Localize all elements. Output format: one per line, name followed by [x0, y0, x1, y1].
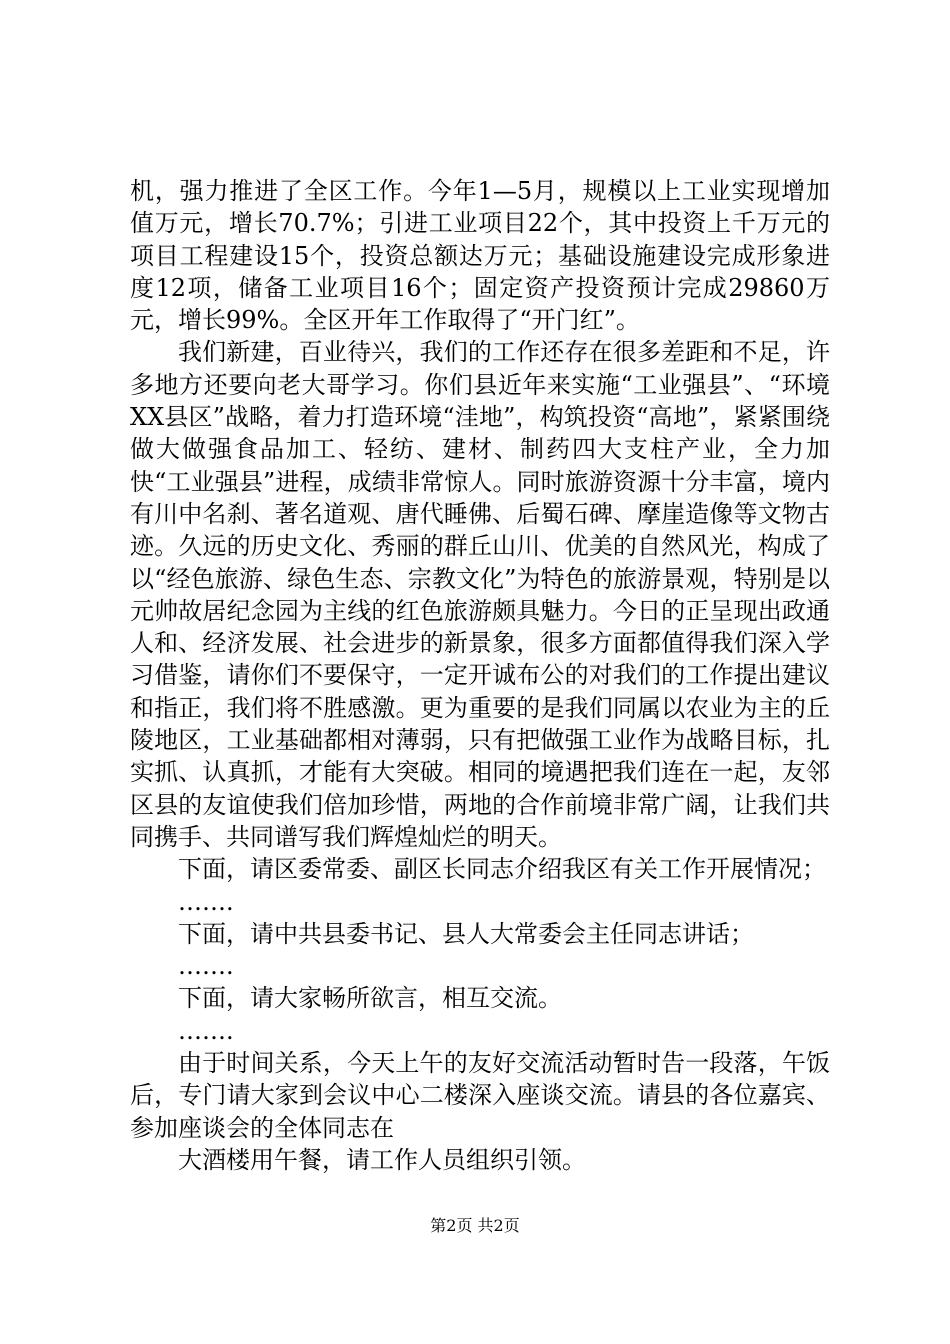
page-footer [0, 1216, 950, 1236]
paragraph-open-discussion: 下面，请大家畅所欲言，相互交流。 [178, 984, 562, 1013]
page-number-label: 第2页 共2页 [430, 1216, 520, 1235]
paragraph-lunch-arrangement: 大酒楼用午餐，请工作人员组织引领。 [178, 1145, 586, 1174]
paragraph-industry-results: 机，强力推进了全区工作。今年1—5月，规模以上工业实现增加值万元，增长70.7%；引进工业项目22个，其中投资上千万元的项目工程建设15个，投资总额达万元；基础设施建设完成形象进度12项，储备工业项目16个；固定资产投资预计完成29860万元，增长99%。全区开年工作取得了“开门红”。 [130, 177, 830, 335]
paragraph-introduction-secretary: 下面，请中共县委书记、县人大常委会主任同志讲话； [178, 919, 754, 948]
paragraph-introduction-deputy: 下面，请区委常委、副区长同志介绍我区有关工作开展情况； [178, 855, 826, 884]
paragraph-ellipsis-2: ……. [178, 952, 234, 981]
paragraph-closing-arrangement: 由于时间关系，今天上午的友好交流活动暂时告一段落，午饭后，专门请大家到会议中心二楼深入座谈交流。请县的各位嘉宾、参加座谈会的全体同志在 [130, 1049, 830, 1142]
paragraph-ellipsis-3: ……. [178, 1016, 234, 1045]
document-body [130, 175, 830, 1176]
paragraph-ellipsis-1: ……. [178, 887, 234, 916]
paragraph-learning-exchange: 我们新建，百业待兴，我们的工作还存在很多差距和不足，许多地方还要向老大哥学习。你们县近年来实施“工业强县”、“环境XX县区”战略，着力打造环境“洼地”，构筑投资“高地”，紧紧围绕做大做强食品加工、轻纺、建材、制药四大支柱产业，全力加快“工业强县”进程，成绩非常惊人。同时旅游资源十分丰富，境内有川中名刹、著名道观、唐代睡佛、后蜀石碑、摩崖造像等文物古迹。久远的历史文化、秀丽的群丘山川、优美的自然风光，构成了以“经色旅游、绿色生态、宗教文化”为特色的旅游景观，特别是以元帅故居纪念园为主线的红色旅游颇具魅力。今日的正呈现出政通人和、经济发展、社会进步的新景象，很多方面都值得我们深入学习借鉴，请你们不要保守，一定开诚布公的对我们的工作提出建议和指正，我们将不胜感激。更为重要的是我们同属以农业为主的丘陵地区，工业基础都相对薄弱，只有把做强工业作为战略目标，扎实抓、认真抓，才能有大突破。相同的境遇把我们连在一起，友邻区县的友谊使我们倍加珍惜，两地的合作前境非常广阔，让我们共同携手、共同谱写我们辉煌灿烂的明天。 [130, 338, 830, 851]
